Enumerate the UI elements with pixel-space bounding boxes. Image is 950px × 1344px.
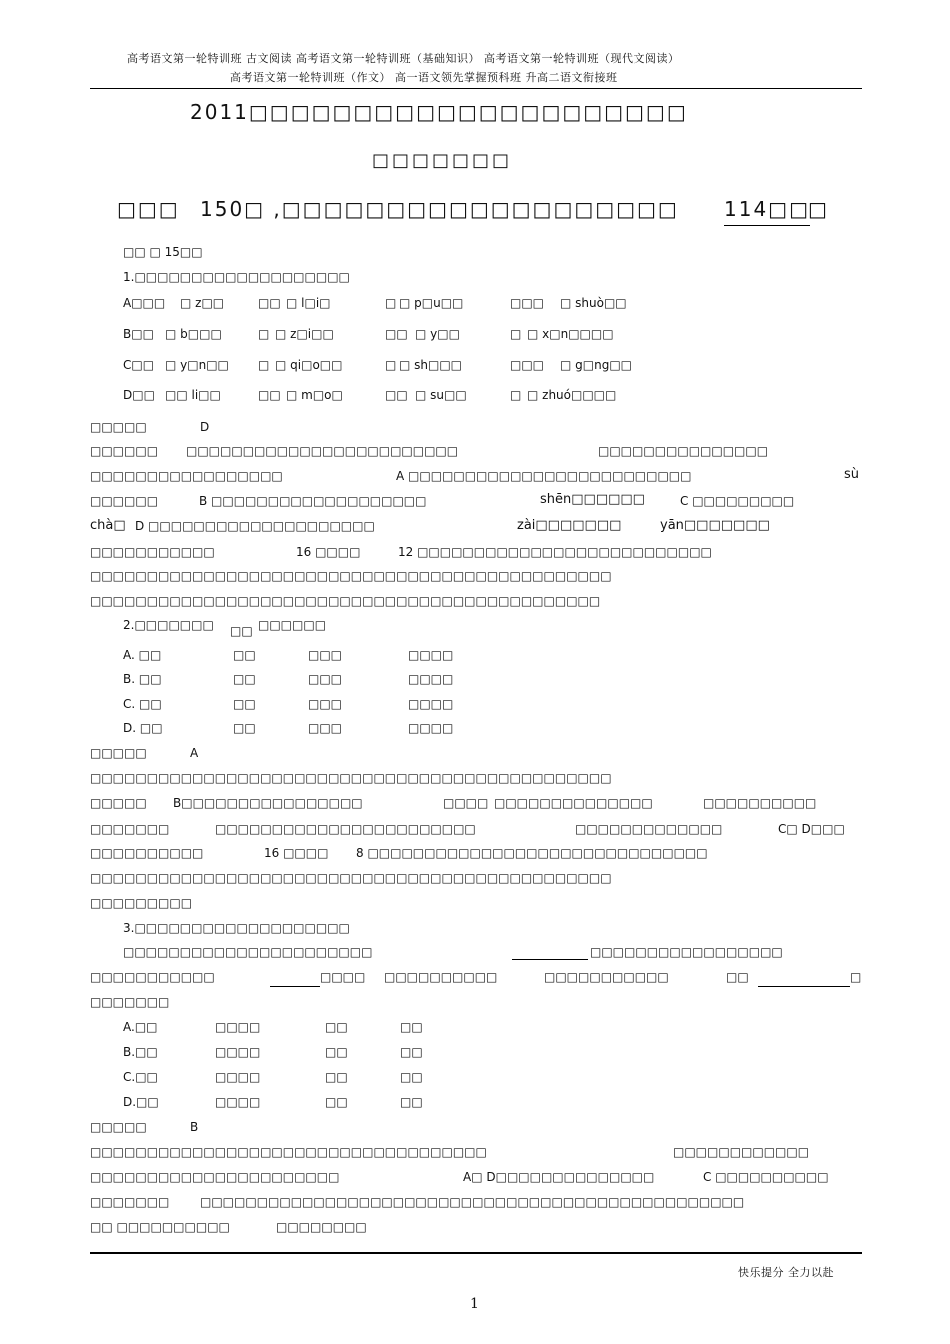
pinyin-text: sù xyxy=(844,467,860,482)
footer-slogan: 快乐提分 全力以赴 xyxy=(738,1266,834,1279)
q1-explanation-text: B □□□□□□□□□□□□□□□□□□□ xyxy=(199,494,427,508)
q3-passage: □□□□□□□□□□□ xyxy=(544,970,669,984)
q3-explanation-text: A□ D□□□□□□□□□□□□□□ xyxy=(463,1170,655,1184)
q1-explanation-text: □□□□□□□□□□□□□□□□□□□□□□□□ xyxy=(186,444,459,458)
q2-answer: A xyxy=(190,746,199,760)
q3-passage: □□□□□□□ xyxy=(90,995,170,1009)
pinyin-text: chà□ xyxy=(90,518,126,533)
q3-explanation-text: □□□□□□□□ xyxy=(276,1220,367,1234)
q2-stem-mark: □□ xyxy=(230,624,253,638)
header-line-1: 高考语文第一轮特训班 古文阅读 高考语文第一轮特训班（基础知识） 高考语文第一轮特训班（现代文阅读） xyxy=(127,52,680,65)
q1-explanation-text: □□□□□□□□□□□□□□□□□□□□□□□□□□□□□□□□□□□□□□□□□□□□□□ xyxy=(90,569,612,583)
footer-rule xyxy=(90,1252,862,1254)
q3-answer-label: □□□□□ xyxy=(90,1120,147,1134)
q1-explanation-text: D □□□□□□□□□□□□□□□□□□□□ xyxy=(135,519,375,533)
section-heading: □□ □ 15□□ xyxy=(123,245,203,259)
q3-stem: 3.□□□□□□□□□□□□□□□□□□□ xyxy=(123,921,350,935)
q2-explanation-text: □□□□□□□□□ xyxy=(90,896,193,910)
q3-passage: □□□□□□□□□□□□□□□□□ xyxy=(590,945,783,959)
fill-blank xyxy=(758,986,850,987)
q1-answer: D xyxy=(200,420,210,434)
q2-explanation-text: □□□□□□□□□□□□□□□□□□□□□□□ xyxy=(215,822,476,836)
exam-meta-score: 150□ ,□□□□□□□□□□□□□□□□□□□ xyxy=(200,197,679,221)
q1-explanation-text: A □□□□□□□□□□□□□□□□□□□□□□□□□ xyxy=(396,469,692,483)
q2-explanation-text: □□□□□□□ xyxy=(90,822,170,836)
q3-explanation-text: C □□□□□□□□□□ xyxy=(703,1170,829,1184)
q3-passage: □□□□□□□□□□ xyxy=(384,970,498,984)
q3-passage: □□ xyxy=(726,970,749,984)
q1-explanation-label: □□□□□□ xyxy=(90,444,159,458)
exam-meta-label: □□□ xyxy=(117,197,180,221)
q3-explanation-text: □□□□□□□□□□□□□□□□□□□□□□□□□□□□□□□□□□□□□□□□□□□□□□□□ xyxy=(200,1195,745,1209)
q2-explanation-text: □□□□□□□□□□□□□ xyxy=(575,822,723,836)
q1-stem: 1.□□□□□□□□□□□□□□□□□□□ xyxy=(123,270,350,284)
page-number: 1 xyxy=(470,1296,479,1312)
q3-answer: B xyxy=(190,1120,199,1134)
fill-blank xyxy=(270,986,320,987)
q3-explanation-text: □□□□□□□□□□□□ xyxy=(673,1145,810,1159)
pinyin-text: zài□□□□□□□ xyxy=(517,518,622,533)
q1-explanation-text: 16 □□□□ xyxy=(296,545,361,559)
header-rule xyxy=(90,88,862,89)
fill-blank xyxy=(512,959,588,960)
q3-passage: □□□□ xyxy=(320,970,366,984)
pinyin-text: yān□□□□□□□ xyxy=(660,518,770,533)
q1-explanation-text: C □□□□□□□□□ xyxy=(680,494,795,508)
q2-explanation-text: □□□□□□□□□□□□□□□□□□□□□□□□□□□□□□□□□□□□□□□□□□□□□□ xyxy=(90,871,612,885)
q3-passage: □□□□□□□□□□□□□□□□□□□□□□ xyxy=(123,945,373,959)
q2-explanation-text: B□□□□□□□□□□□□□□□□ xyxy=(173,796,363,810)
q2-explanation-text: □□□□□ xyxy=(90,796,147,810)
q3-explanation-text: □□□□□□□ xyxy=(90,1195,170,1209)
q2-explanation-text: □□□□ xyxy=(443,796,489,810)
q2-explanation-text: 8 □□□□□□□□□□□□□□□□□□□□□□□□□□□□□□ xyxy=(356,846,708,860)
page-subtitle: □□□□□□□ xyxy=(372,150,513,171)
q2-stem: □□□□□□ xyxy=(258,618,327,632)
q2-explanation-text: □□□□□□□□□□□□□□ xyxy=(494,796,653,810)
page-title: 2011□□□□□□□□□□□□□□□□□□□□□ xyxy=(190,100,688,124)
q3-passage: □□□□□□□□□□□ xyxy=(90,970,215,984)
q1-explanation-text: □□□□□□□□□□□□□□□ xyxy=(598,444,769,458)
q1-explanation-text: □□□□□□□□□□□ xyxy=(90,545,215,559)
pinyin-text: shēn□□□□□□ xyxy=(540,492,645,507)
q1-answer-label: □□□□□ xyxy=(90,420,147,434)
q2-explanation-text: □□□□□□□□□□ xyxy=(703,796,817,810)
q1-explanation-text: □□□□□□□□□□□□□□□□□□□□□□□□□□□□□□□□□□□□□□□□□□□□□ xyxy=(90,594,601,608)
q1-explanation-text: 12 □□□□□□□□□□□□□□□□□□□□□□□□□□ xyxy=(398,545,712,559)
q3-passage: □ xyxy=(850,970,862,984)
header-line-2: 高考语文第一轮特训班（作文） 高一语文领先掌握预科班 升高二语文衔接班 xyxy=(230,71,618,84)
q1-explanation-text: □□□□□□□□□□□□□□□□□ xyxy=(90,469,283,483)
q3-explanation-text: □□ □□□□□□□□□□ xyxy=(90,1220,230,1234)
exam-meta-right: 114□□ xyxy=(724,197,810,226)
q3-explanation-text: □□□□□□□□□□□□□□□□□□□□□□ xyxy=(90,1170,340,1184)
q3-explanation-text: □□□□□□□□□□□□□□□□□□□□□□□□□□□□□□□□□□□ xyxy=(90,1145,487,1159)
exam-meta-end: □ xyxy=(808,197,829,221)
q2-explanation-text: C□ D□□□ xyxy=(778,822,845,836)
q2-explanation-text: □□□□□□□□□□ xyxy=(90,846,204,860)
q2-explanation-text: □□□□□□□□□□□□□□□□□□□□□□□□□□□□□□□□□□□□□□□□□□□□□□ xyxy=(90,771,612,785)
q2-explanation-text: 16 □□□□ xyxy=(264,846,329,860)
q1-explanation-text: □□□□□□ xyxy=(90,494,159,508)
q2-answer-label: □□□□□ xyxy=(90,746,147,760)
q2-stem: 2.□□□□□□□ xyxy=(123,618,214,632)
